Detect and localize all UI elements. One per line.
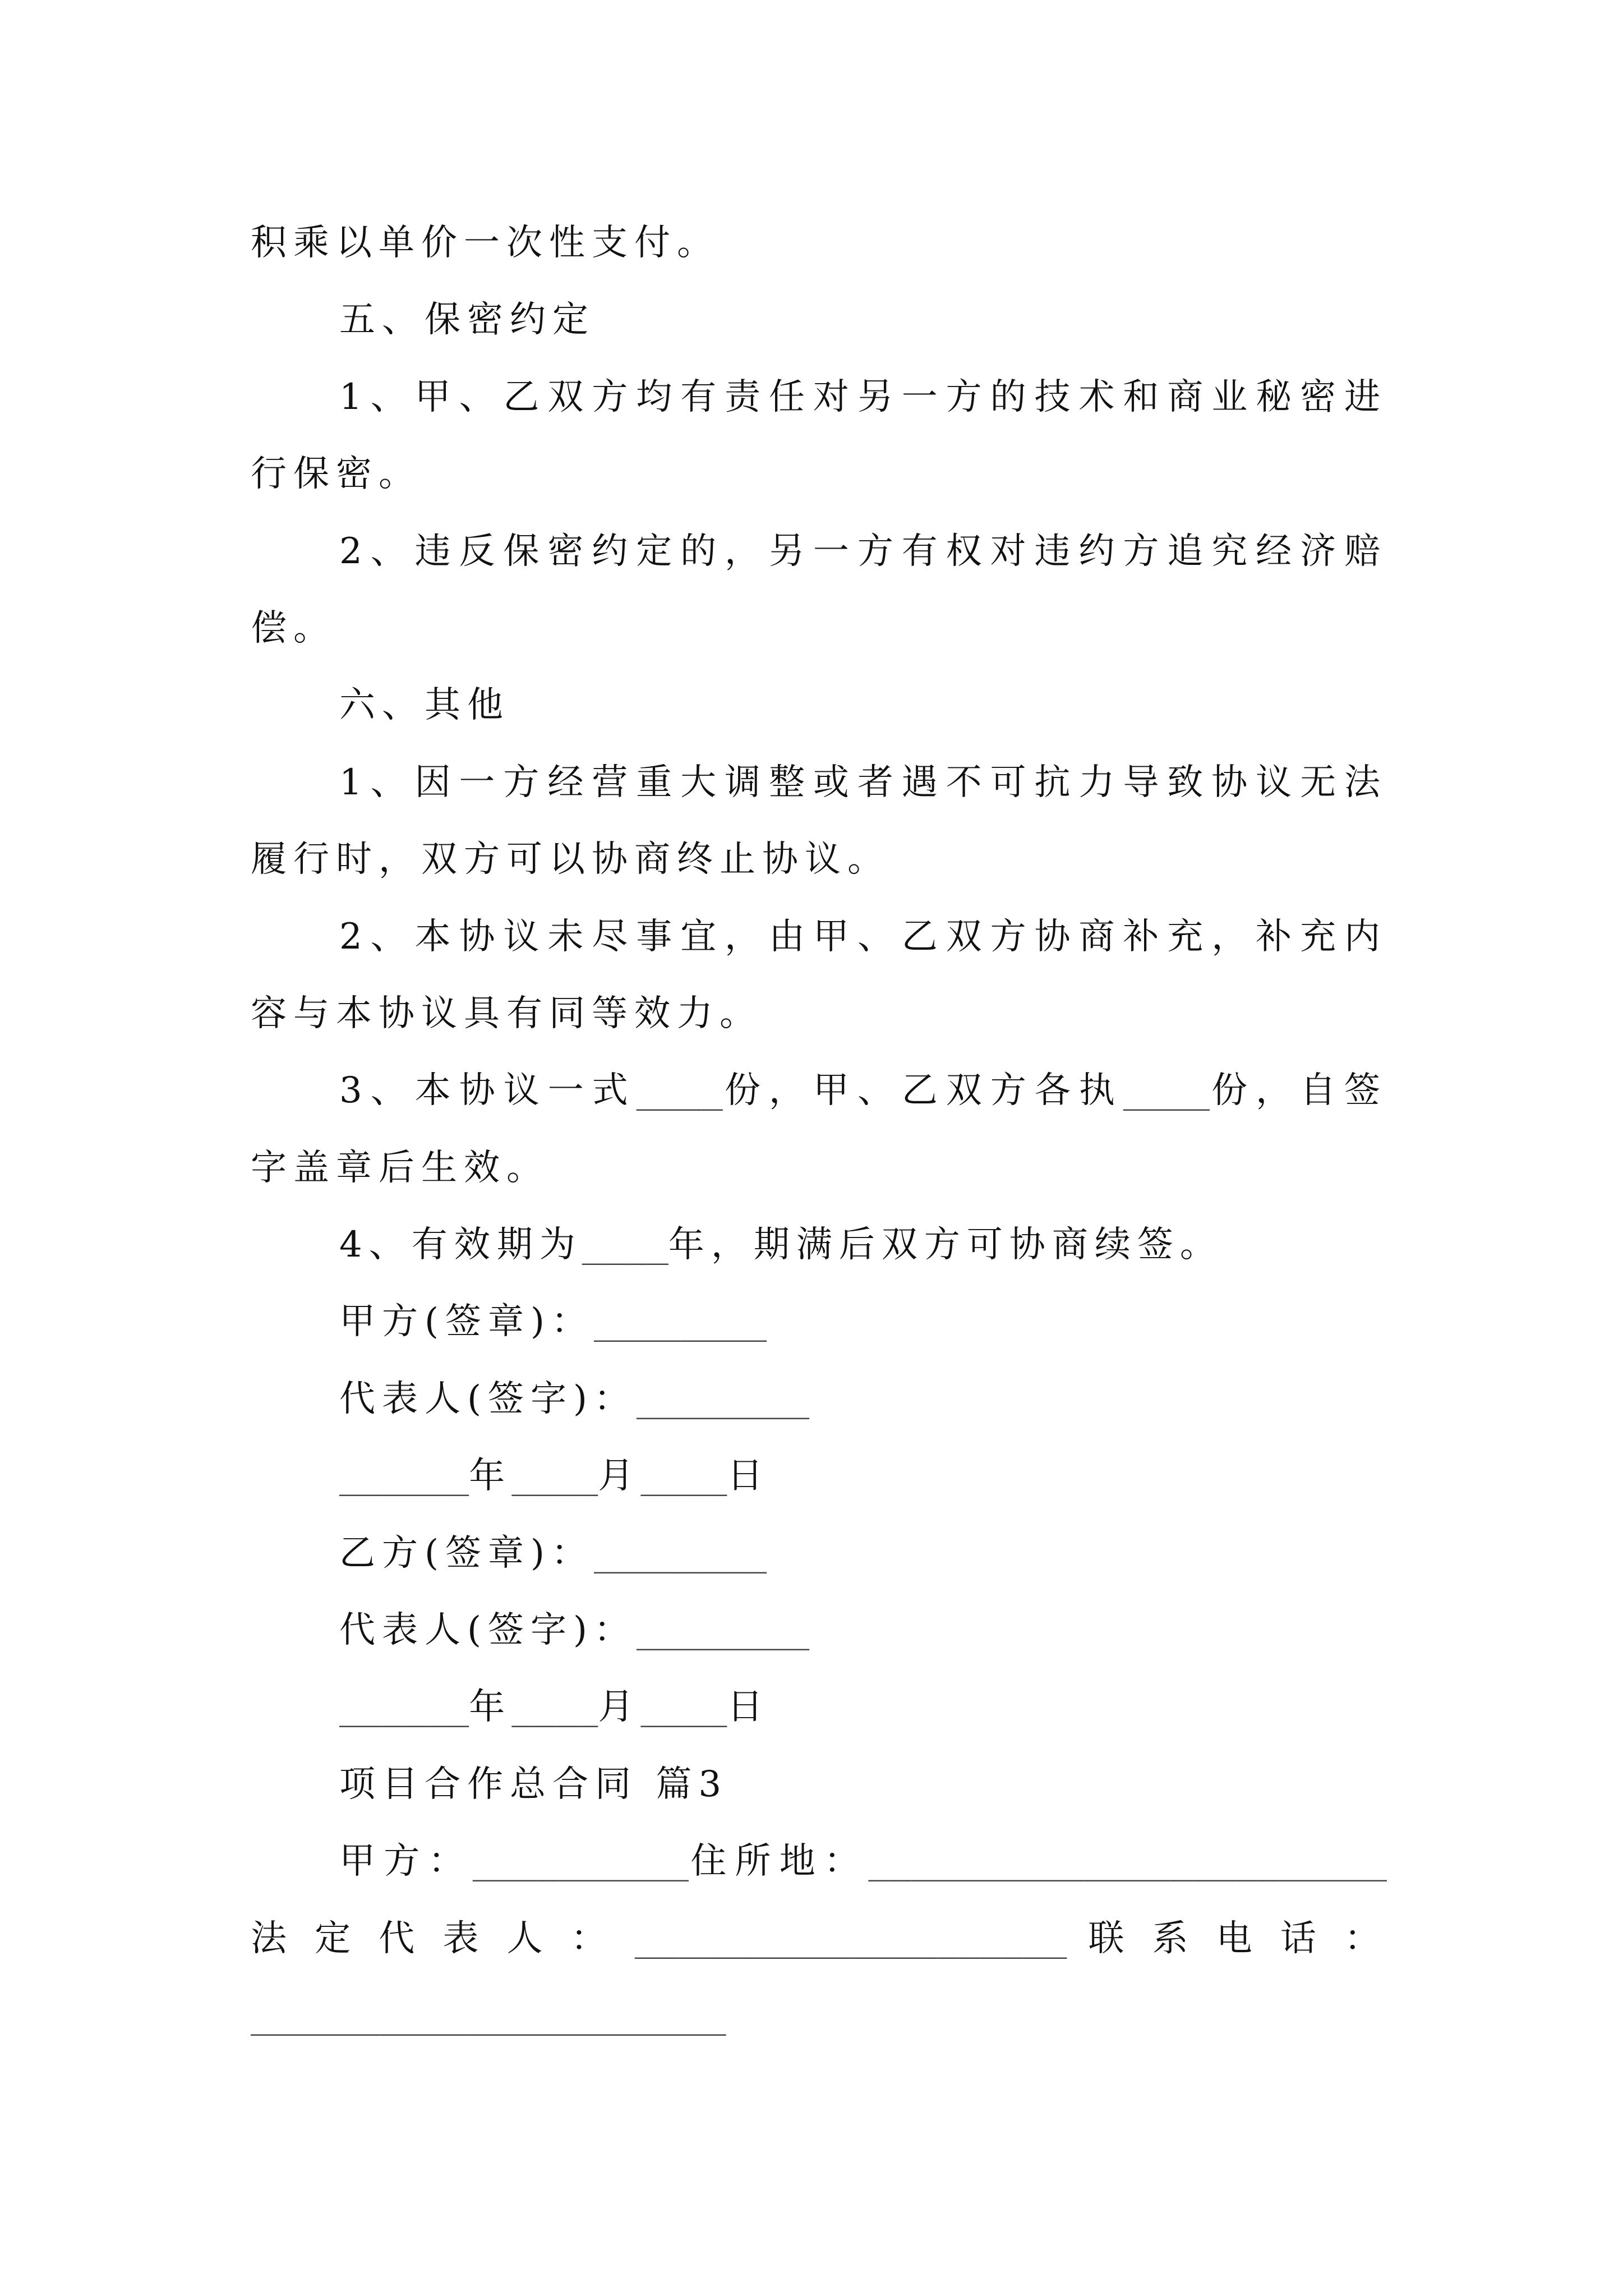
fill-in-blank: ____ [582, 1224, 668, 1266]
legal-rep-phone-line: 法定代表人：____________________联系电话： [251, 1917, 1387, 1959]
fill-in-blank: ________ [593, 1301, 767, 1343]
confidentiality-item-1-cont: 行保密。 [251, 453, 421, 495]
party-b-representative-line: 代表人(签字)：________ [339, 1609, 810, 1651]
other-item-3-cont: 字盖章后生效。 [251, 1147, 549, 1189]
section-heading-other: 六、其他 [339, 684, 510, 726]
confidentiality-item-2: 2、违反保密约定的，另一方有权对违约方追究经济赔 [339, 530, 1387, 572]
other-item-2: 2、本协议未尽事宜，由甲、乙双方协商补充，补充内 [339, 915, 1387, 958]
fill-in-blank: ________________________ [868, 1841, 1387, 1883]
other-item-1-cont: 履行时，双方可以协商终止协议。 [251, 839, 890, 881]
fill-in-blank: ________ [593, 1532, 767, 1574]
other-item-3: 3、本协议一式____份，甲、乙双方各执____份，自签 [339, 1070, 1387, 1112]
party-b-seal-line: 乙方(签章)：________ [339, 1532, 767, 1574]
fill-in-blank: ____ [511, 1455, 598, 1497]
fill-in-blank: ____ [640, 1686, 727, 1728]
confidentiality-item-1: 1、甲、乙双方均有责任对另一方的技术和商业秘密进 [339, 376, 1387, 418]
fill-in-blank: ______________________ [251, 1994, 726, 2036]
fill-in-blank: ________ [636, 1609, 810, 1651]
fill-in-blank: ____ [640, 1455, 727, 1497]
other-item-2-cont: 容与本协议具有同等效力。 [251, 992, 762, 1034]
fill-in-blank: ______ [339, 1686, 469, 1728]
fill-in-blank: ____ [636, 1070, 723, 1112]
party-a-date-line: ______年____月____日 [339, 1455, 770, 1497]
party-a-representative-line: 代表人(签字)：________ [339, 1378, 810, 1420]
party-b-date-line: ______年____月____日 [339, 1686, 770, 1728]
document-page [251, 205, 1387, 2054]
fill-in-blank: ____ [1123, 1070, 1210, 1112]
party-a-seal-line: 甲方(签章)：________ [339, 1301, 767, 1343]
fill-in-blank: ____ [511, 1686, 598, 1728]
phone-blank-cont [251, 1977, 1387, 2054]
fill-in-blank: __________ [472, 1841, 689, 1883]
fill-in-blank: ______ [339, 1455, 469, 1497]
party-a-address-line: 甲方：__________住所地：________________________ [339, 1841, 1387, 1883]
contract-3-title: 项目合作总合同 篇3 [339, 1763, 728, 1805]
fill-in-blank: ____________________ [634, 1917, 1067, 1959]
confidentiality-item-2-cont: 偿。 [251, 607, 336, 649]
section-heading-confidentiality: 五、保密约定 [339, 299, 595, 341]
payment-clause-tail: 积乘以单价一次性支付。 [251, 222, 720, 264]
fill-in-blank: ________ [636, 1378, 810, 1420]
other-item-4: 4、有效期为____年，期满后双方可协商续签。 [339, 1224, 1223, 1266]
other-item-1: 1、因一方经营重大调整或者遇不可抗力导致协议无法 [339, 761, 1387, 803]
